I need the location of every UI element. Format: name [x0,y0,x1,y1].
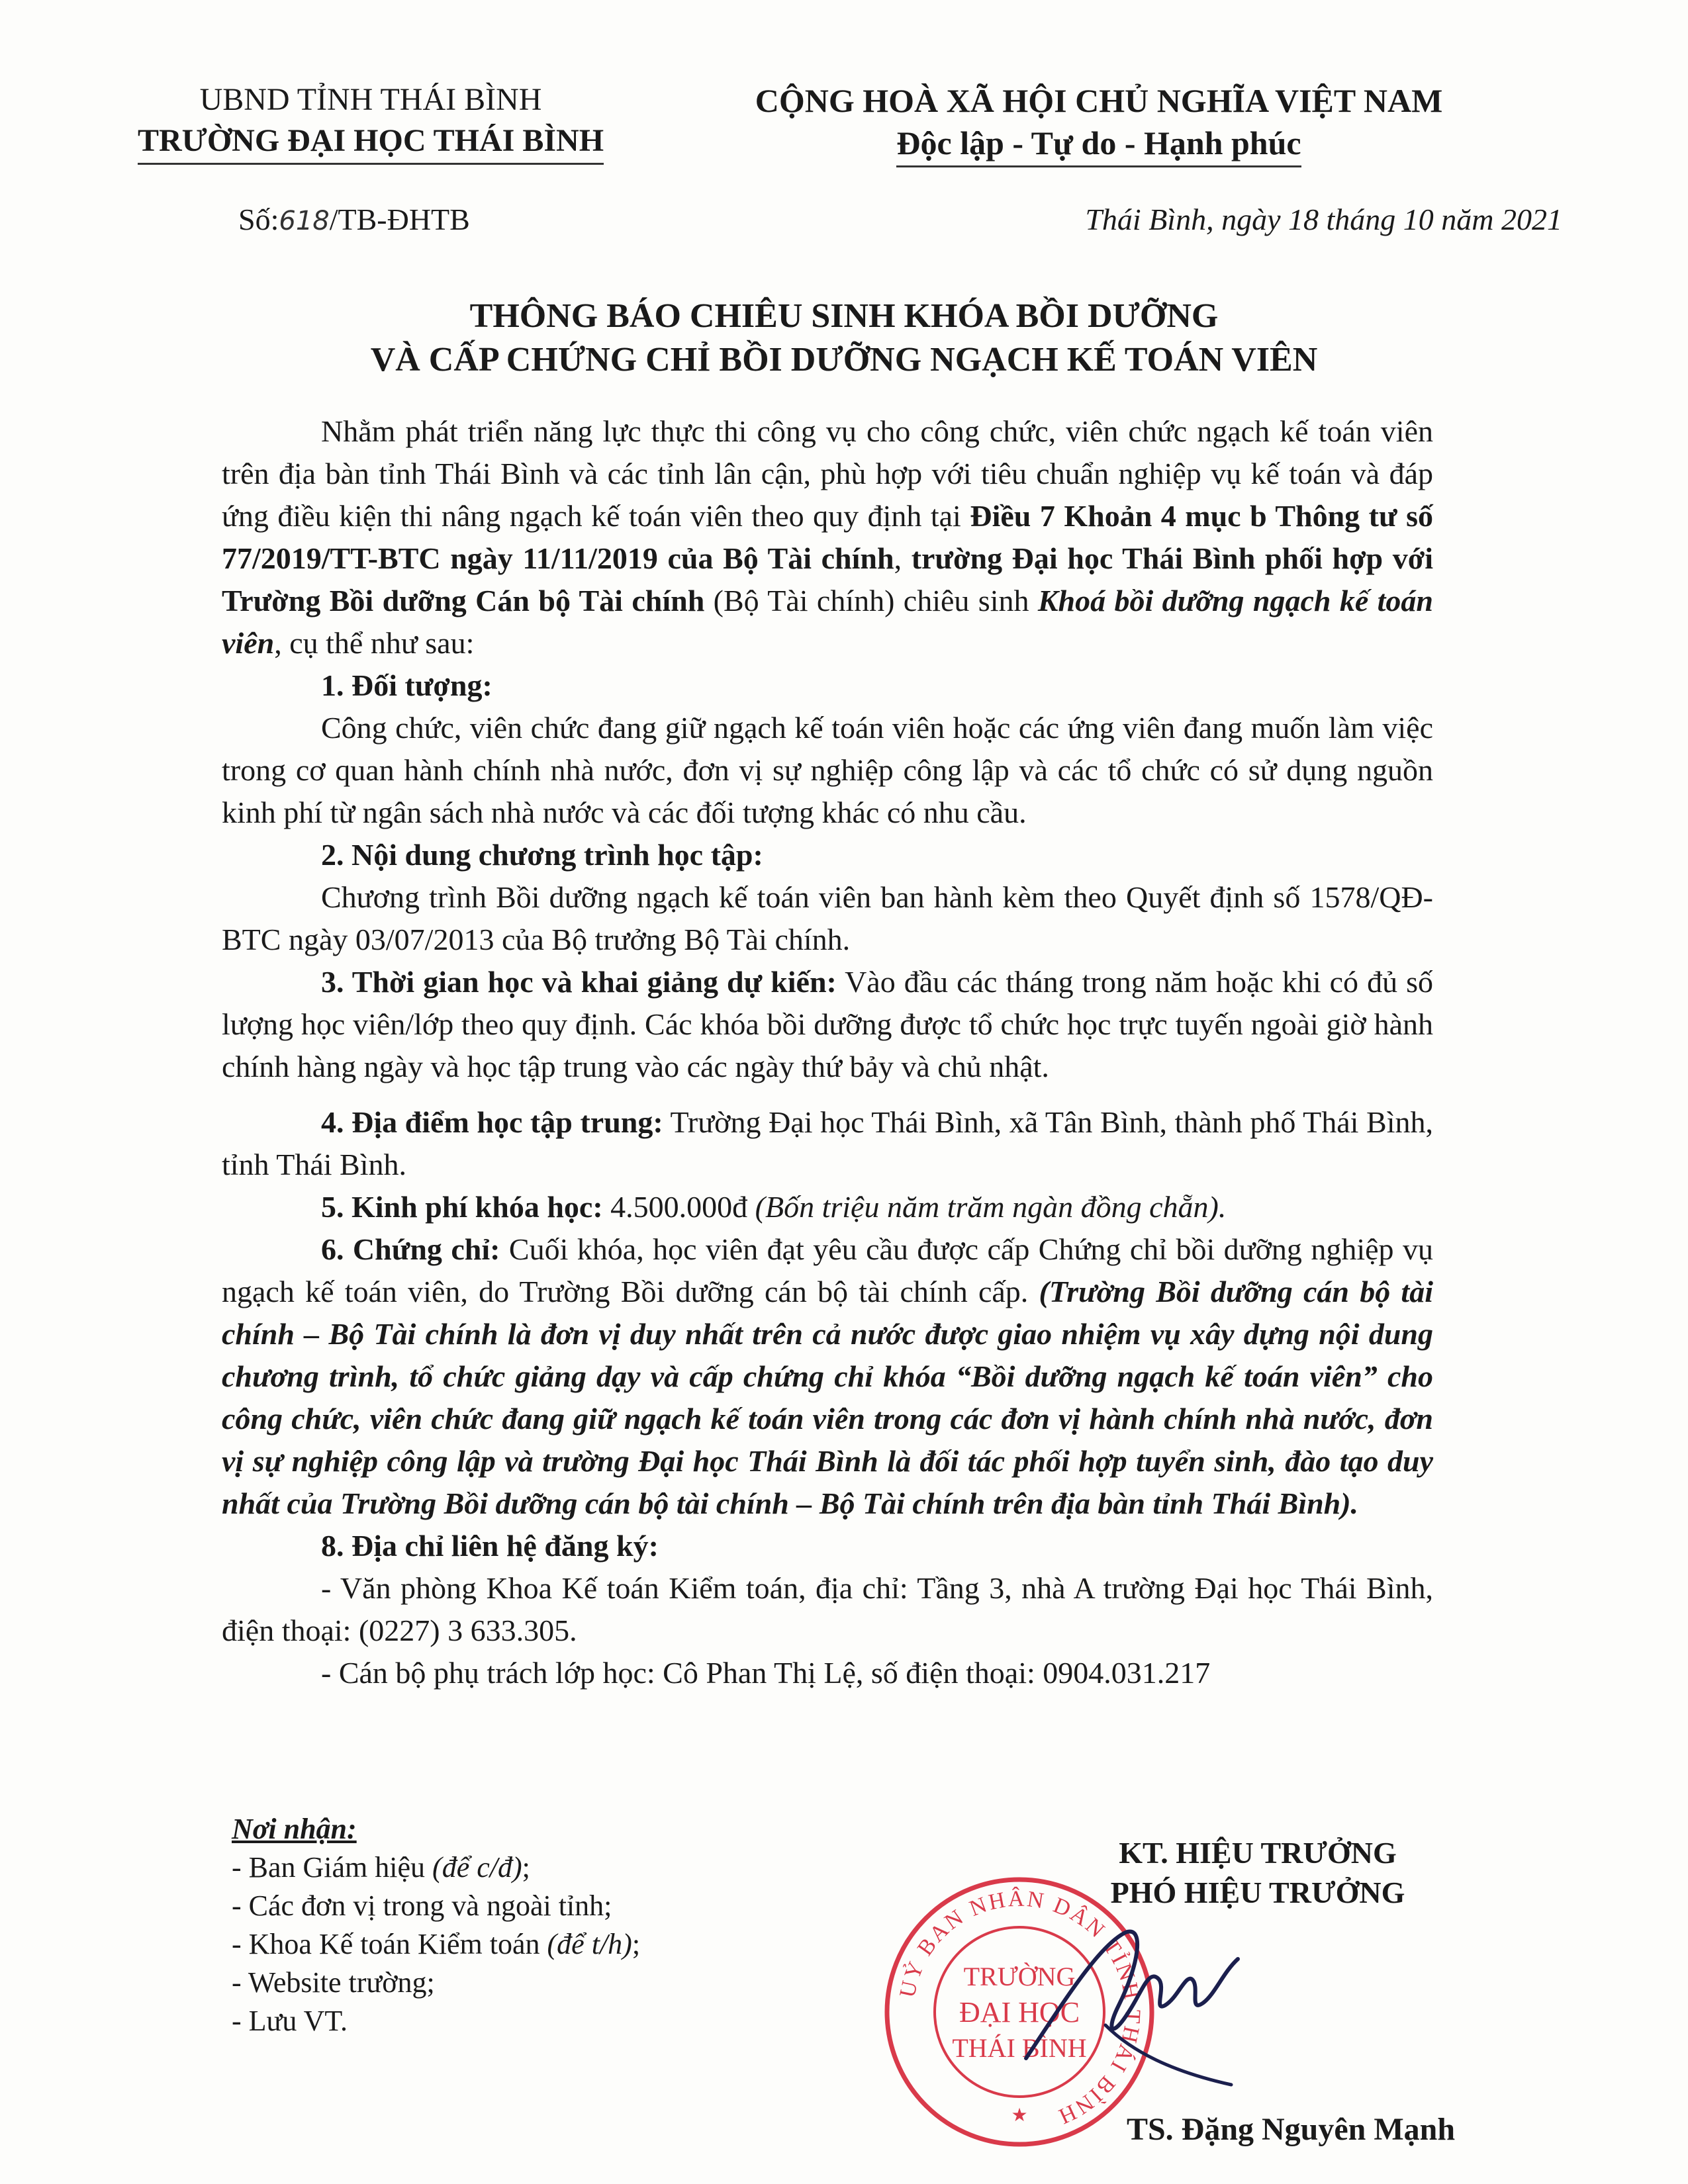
section-2-heading: 2. Nội dung chương trình học tập: [321,838,763,872]
section-6-text: Cuối khóa, học viên đạt yêu cầu được cấp Chứng chỉ bồi dưỡng nghiệp vụ ngạch kế toán viên, do Trường Bồi dưỡng cán bộ tài chính cấp. [222,1232,1433,1308]
issuer-school: TRƯỜNG ĐẠI HỌC THÁI BÌNH [138,120,604,165]
seal-ring-text: UỶ BAN NHÂN DÂN TỈNH THÁI BÌNH [895,1886,1145,2130]
recipients-heading: Nơi nhận: [232,1813,357,1845]
handwritten-signature [1013,1906,1251,2098]
seal-star-icon: ★ [1011,2104,1028,2126]
section-6-note: (Trường Bồi dưỡng cán bộ tài chính – Bộ Tài chính là đơn vị duy nhất trên cả nước được giao nhiệm vụ xây dựng nội dung chương trình, tổ chức giảng dạy và cấp chứng chỉ khóa “Bồi dưỡng ngạch kế toán viên” cho công chức, viên chức đang giữ ngạch kế toán viên trong các đơn vị hành chính nhà nước, đơn vị sự nghiệp công lập và trường Đại học Thái Bình là đối tác phối hợp tuyển sinh, đào tạo duy nhất của Trường Bồi dưỡng cán bộ tài chính – Bộ Tài chính trên địa bàn tỉnh Thái Bình). [222,1275,1433,1520]
intro-text-4: , cụ thể như sau: [274,626,475,660]
intro-partnership: trường Đại học Thái Bình phối hợp với Trường Bồi dưỡng Cán bộ Tài chính [222,541,1433,617]
document-date: Thái Bình, ngày 18 tháng 10 năm 2021 [1085,203,1562,236]
intro-legal-ref: Điều 7 Khoản 4 mục b Thông tư số 77/2019/TT-BTC ngày 11/11/2019 của Bộ Tài chính [222,499,1433,575]
recipient-1-end: ; [522,1851,530,1884]
seal-line-2: ĐẠI HỌC [959,1996,1080,2028]
section-5-amount-words: (Bốn triệu năm trăm ngàn đồng chẵn). [755,1190,1227,1224]
recipient-5: - Lưu VT. [232,2005,348,2037]
section-3-text: Vào đầu các tháng trong năm hoặc khi có đủ số lượng học viên/lớp theo quy định. Các khóa bồi dưỡng được tổ chức học trực tuyến ngoài giờ hành chính hàng ngày và học tập trung vào các ngày thứ bảy và chủ nhật. [222,965,1433,1083]
recipient-3: - Khoa Kế toán Kiểm toán [232,1928,547,1960]
document-number [238,202,470,237]
signature-title-1: KT. HIỆU TRƯỞNG [1119,1836,1397,1870]
doc-number-handwritten: 618 [279,206,330,236]
doc-number-suffix: /TB-ĐHTB [329,203,470,236]
recipient-item [232,1848,827,1887]
intro-text-3: (Bộ Tài chính) chiêu sinh [704,584,1038,617]
section-6-heading: 6. Chứng chỉ: [321,1232,500,1266]
recipient-4: - Website trường; [232,1966,435,1999]
issuer-block [106,79,635,165]
intro-paragraph [222,410,1433,664]
section-5-text: 4.500.000đ [602,1190,755,1224]
document-body [222,410,1433,1694]
recipient-1: - Ban Giám hiệu [232,1851,433,1884]
signature-title-2: PHÓ HIỆU TRƯỞNG [1110,1876,1405,1909]
document-title [199,295,1489,382]
section-3 [222,961,1433,1088]
section-4-text: Trường Đại học Thái Bình, xã Tân Bình, thành phố Thái Bình, tỉnh Thái Bình. [222,1105,1433,1181]
section-4-heading: 4. Địa điểm học tập trung: [321,1105,663,1139]
intro-course-name: Khoá bồi dưỡng ngạch kế toán viên [222,584,1433,660]
motto: Độc lập - Tự do - Hạnh phúc [896,122,1301,167]
national-motto-block [702,79,1496,167]
recipient-3-end: ; [632,1928,641,1960]
recipient-3-note: (để t/h) [547,1928,632,1960]
signature-stroke [1026,1931,1238,2058]
recipient-1-note: (để c/đ) [432,1851,522,1884]
signature-tail [1105,2025,1231,2085]
section-2-text: Chương trình Bồi dưỡng ngạch kế toán viên ban hành kèm theo Quyết định số 1578/QĐ-BTC ngày 03/07/2013 của Bộ trưởng Bộ Tài chính. [222,880,1433,956]
section-8-office: - Văn phòng Khoa Kế toán Kiểm toán, địa chỉ: Tầng 3, nhà A trường Đại học Thái Bình, điện thoại: (0227) 3 633.305. [222,1571,1433,1647]
section-8-contact: - Cán bộ phụ trách lớp học: Cô Phan Thị Lệ, số điện thoại: 0904.031.217 [321,1656,1211,1690]
section-5-heading: 5. Kinh phí khóa học: [321,1190,603,1224]
intro-text-1: Nhằm phát triển năng lực thực thi công vụ cho công chức, viên chức ngạch kế toán viên trên địa bàn tỉnh Thái Bình và các tỉnh lân cận, phù hợp với tiêu chuẩn nghiệp vụ kế toán và đáp ứng điều kiện thi nâng ngạch kế toán viên theo quy định tại [222,414,1433,533]
section-5 [222,1186,1433,1228]
section-4 [222,1101,1433,1186]
issuer-authority: UBND TỈNH THÁI BÌNH [199,82,542,117]
seal-line-3: THÁI BÌNH [952,2033,1087,2063]
section-3-heading: 3. Thời gian học và khai giảng dự kiến: [321,965,837,999]
recipient-item [232,1925,827,1964]
section-1-text: Công chức, viên chức đang giữ ngạch kế toán viên hoặc các ứng viên đang muốn làm việc trong cơ quan hành chính nhà nước, đơn vị sự nghiệp công lập và các tổ chức có sử dụng nguồn kinh phí từ ngân sách nhà nước và các đối tượng khác có nhu cầu. [222,711,1433,829]
intro-text-2: , [894,541,912,575]
recipients-block [232,1810,827,2040]
title-line-1: THÔNG BÁO CHIÊU SINH KHÓA BỒI DƯỠNG [469,297,1219,335]
section-6 [222,1228,1433,1525]
recipient-2: - Các đơn vị trong và ngoài tỉnh; [232,1889,612,1922]
seal-line-1: TRƯỜNG [963,1962,1076,1991]
title-line-2: VÀ CẤP CHỨNG CHỈ BỒI DƯỠNG NGẠCH KẾ TOÁN VIÊN [370,341,1318,379]
section-1-heading: 1. Đối tượng: [321,668,492,702]
doc-number-prefix: Số: [238,203,279,236]
signer-name: TS. Đặng Nguyên Mạnh [1126,2112,1456,2147]
section-8-heading: 8. Địa chỉ liên hệ đăng ký: [321,1529,659,1563]
country-name: CỘNG HOÀ XÃ HỘI CHỦ NGHĨA VIỆT NAM [755,82,1443,119]
